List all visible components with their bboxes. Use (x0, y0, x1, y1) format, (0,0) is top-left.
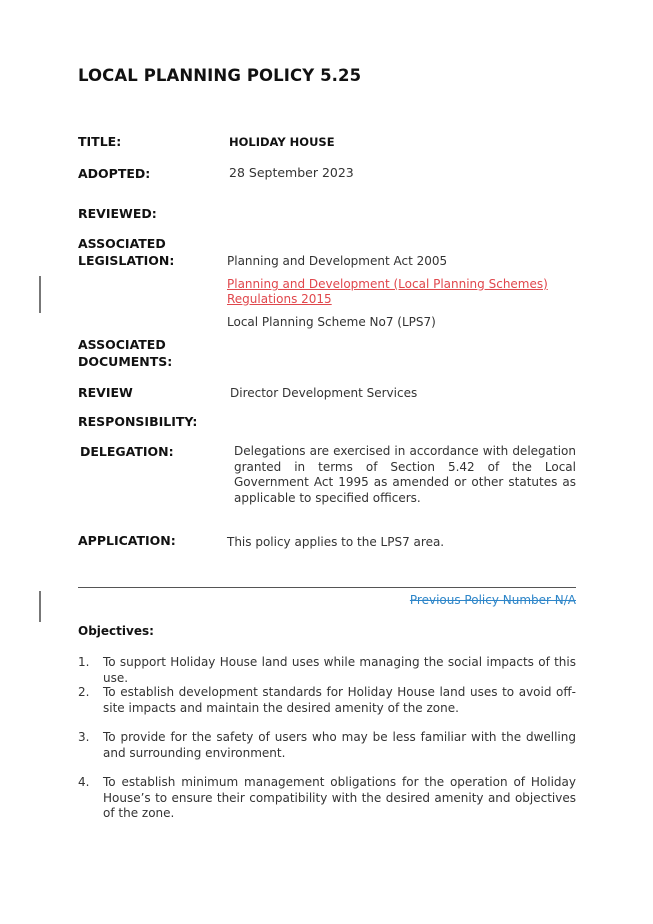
objective-1-text: To support Holiday House land uses while managing the social impacts of this use. (103, 655, 576, 685)
delegation-label: DELEGATION: (80, 444, 174, 459)
associated-documents-label-line1: ASSOCIATED (78, 337, 166, 352)
associated-legislation-label-line1: ASSOCIATED (78, 236, 166, 251)
application-label: APPLICATION: (78, 533, 176, 548)
previous-policy-number: Previous Policy Number N/A (409, 593, 576, 607)
legislation-item-3: Local Planning Scheme No7 (LPS7) (227, 315, 436, 329)
objective-3-number: 3. (78, 730, 90, 744)
objective-4-text: To establish minimum management obligations for the operation of Holiday House’s to ensure their compatibility with the desired amenity and objectives of the zone. (103, 775, 576, 820)
page-title: LOCAL PLANNING POLICY 5.25 (78, 66, 362, 85)
objective-4-number: 4. (78, 775, 90, 789)
associated-legislation-label-line2: LEGISLATION: (78, 253, 175, 268)
legislation-item-1: Planning and Development Act 2005 (227, 254, 448, 268)
objectives-heading: Objectives: (78, 624, 154, 638)
change-bar (39, 276, 41, 313)
objective-2-number: 2. (78, 685, 90, 699)
delegation-text: Delegations are exercised in accordance with delegation granted in terms of Section 5.42 of the Local Government Act 1995 as amended or other statutes as applicable to specified officers. (234, 444, 576, 505)
application-value: This policy applies to the LPS7 area. (227, 535, 445, 549)
objective-2-text: To establish development standards for Holiday House land uses to avoid off-site impacts and maintain the desired amenity of the zone. (103, 685, 576, 715)
objective-3-text: To provide for the safety of users who may be less familiar with the dwelling and surrounding environment. (103, 730, 576, 760)
title-value: HOLIDAY HOUSE (229, 135, 335, 149)
adopted-label: ADOPTED: (78, 166, 151, 181)
horizontal-divider (78, 587, 576, 588)
legislation-item-2-line2[interactable]: Regulations 2015 (227, 292, 332, 306)
reviewed-label: REVIEWED: (78, 206, 157, 221)
title-label: TITLE: (78, 134, 122, 149)
review-responsibility-label-line2: RESPONSIBILITY: (78, 414, 198, 429)
change-bar (39, 591, 41, 622)
objective-1-number: 1. (78, 655, 90, 669)
review-responsibility-value: Director Development Services (230, 386, 418, 400)
associated-documents-label-line2: DOCUMENTS: (78, 354, 173, 369)
legislation-item-2-line1[interactable]: Planning and Development (Local Planning Schemes) (227, 277, 548, 291)
review-responsibility-label-line1: REVIEW (78, 385, 133, 400)
adopted-value: 28 September 2023 (229, 165, 354, 180)
